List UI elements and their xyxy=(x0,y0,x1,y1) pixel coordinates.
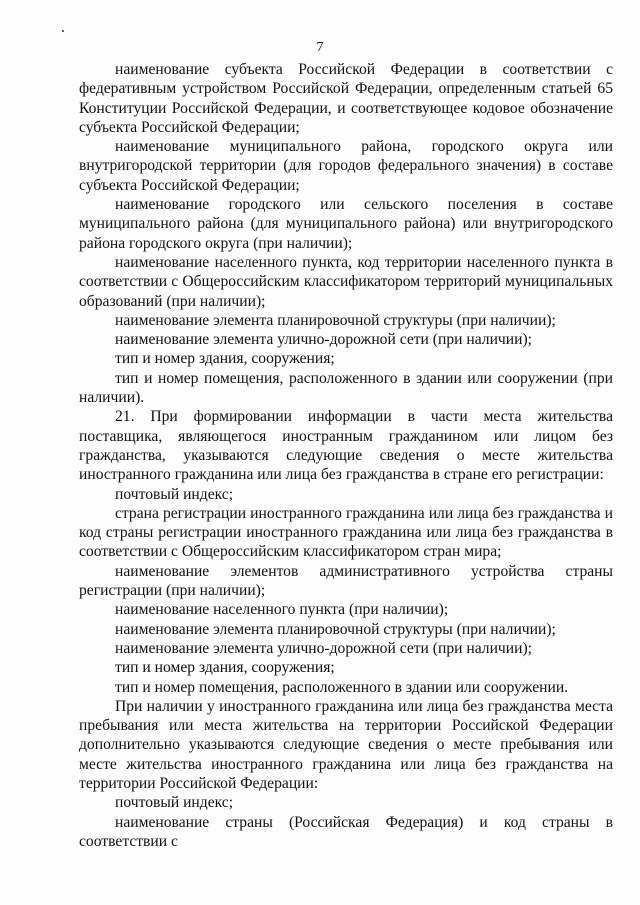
paragraph: наименование населенного пункта (при наличии); xyxy=(115,601,449,619)
page-number: 7 xyxy=(316,40,324,55)
scan-speck xyxy=(62,30,64,32)
paragraph: страна регистрации иностранного гражданина или лица без гражданства и код страны регистрации иностранного гражданина или лица без гражданства в соответствии с Общероссийским классификатором стран мира; xyxy=(79,504,613,561)
paragraph-section-21: 21. При формировании информации в части места жительства поставщика, являющегося иностранным гражданином или лицом без гражданства, указываются следующие сведения о месте жительства иностранного гражданина или лица без гражданства в стране его регистрации: xyxy=(79,408,613,484)
paragraph-continued: наименование страны (Российская Федерация) и код страны в соответствии с xyxy=(79,813,613,850)
paragraph: почтовый индекс; xyxy=(115,485,234,503)
paragraph: тип и номер помещения, расположенного в здании или сооружении. xyxy=(115,678,569,696)
paragraph: наименование элемента улично-дорожной сети (при наличии); xyxy=(115,331,532,349)
paragraph: наименование элемента планировочной структуры (при наличии); xyxy=(115,311,556,329)
paragraph: наименование населенного пункта, код территории населенного пункта в соответствии с Общероссийским классификатором территорий муниципальных образований (при наличии); xyxy=(79,253,613,310)
paragraph: наименование элементов административного устройства страны регистрации (при наличии); xyxy=(79,562,613,600)
paragraph: наименование городского или сельского поселения в составе муниципального района (для муниципального района) или внутригородского района городского округа (при наличии); xyxy=(79,196,613,252)
paragraph: тип и номер помещения, расположенного в здании или сооружении (при наличии). xyxy=(79,369,613,407)
paragraph: При наличии у иностранного гражданина или лица без гражданства места пребывания или места жительства на территории Российской Федерации дополнительно указываются следующие сведения о месте пребывания или месте жительства иностранного гражданина или лица без гражданства на территории Российской Федерации: xyxy=(79,697,613,792)
paragraph: почтовый индекс; xyxy=(115,794,234,812)
paragraph: наименование элемента улично-дорожной сети (при наличии); xyxy=(115,639,532,657)
paragraph: наименование элемента планировочной структуры (при наличии); xyxy=(115,620,556,638)
paragraph: наименование муниципального района, городского округа или внутригородской территории (для городов федерального значения) в составе субъекта Российской Федерации; xyxy=(79,138,613,194)
paragraph: тип и номер здания, сооружения; xyxy=(115,659,335,677)
paragraph: наименование субъекта Российской Федерации в соответствии с федеративным устройством Российской Федерации, определенным статьей 65 Конституции Российской Федерации, и соответствующее кодовое обозначение субъекта Российской Федерации; xyxy=(79,61,613,136)
paragraph: тип и номер здания, сооружения; xyxy=(115,350,335,368)
document-body xyxy=(79,60,613,851)
